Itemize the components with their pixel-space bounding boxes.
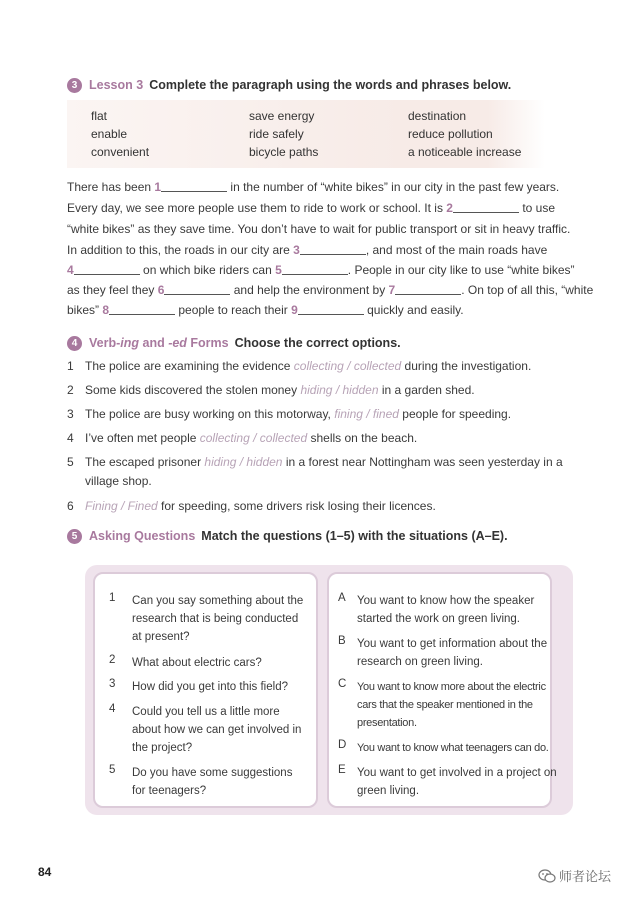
item-text: for speeding, some drivers risk losing their licences. [157, 499, 436, 513]
paragraph-text: Every day, we see more people use them to ride to work or school. It is [67, 201, 447, 215]
section-4-heading [67, 336, 401, 351]
word-bank-item: destination [408, 109, 467, 123]
section-5-instruction: Match the questions (1–5) with the situations (A–E). [201, 529, 508, 543]
question-number: 5 [109, 764, 116, 776]
paragraph-text: . People in our city like to use “white bikes” [347, 263, 575, 277]
item-number: 3 [67, 407, 74, 421]
item-text: I’ve often met people [85, 431, 200, 445]
section-4-name-part: ing [120, 336, 140, 350]
option-choice[interactable]: hiding / hidden [300, 383, 379, 397]
item-text: The police are examining the evidence [85, 359, 294, 373]
chat-bubble-icon [538, 868, 556, 887]
paragraph-line [67, 303, 464, 317]
word-bank-item: convenient [91, 145, 150, 159]
item-text: during the investigation. [401, 359, 532, 373]
choice-item [85, 407, 511, 421]
item-number: 4 [67, 431, 74, 445]
blank-number: 6 [157, 283, 165, 297]
matching-box [85, 565, 573, 815]
section-4-name-part: -ed [168, 336, 187, 350]
paragraph-line [67, 243, 547, 257]
situation-letter: D [338, 739, 347, 751]
question-number: 4 [109, 703, 116, 715]
word-bank-item: bicycle paths [249, 145, 319, 159]
item-number: 2 [67, 383, 74, 397]
paragraph-text: In addition to this, the roads in our city are [67, 243, 294, 257]
situation-letter: E [338, 764, 346, 776]
word-bank-item: flat [91, 109, 108, 123]
section-3-heading [67, 78, 511, 93]
paragraph-text: . On top of all this, “white [461, 283, 594, 297]
question-item[interactable] [132, 654, 262, 672]
word-bank-item: ride safely [249, 127, 304, 141]
option-choice[interactable]: fining / fined [334, 407, 399, 421]
word-bank-item: reduce pollution [408, 127, 493, 141]
blank-number: 3 [293, 243, 300, 257]
item-text: people for speeding. [398, 407, 512, 421]
blank-number: 1 [154, 180, 162, 194]
question-number: 1 [109, 592, 116, 604]
word-bank [67, 100, 545, 168]
blank-number: 5 [275, 263, 282, 277]
item-text: The police are busy working on this motorway, [85, 407, 335, 421]
question-line: How did you get into this field? [132, 681, 288, 693]
situation-item[interactable] [357, 678, 546, 732]
option-choice[interactable]: collecting / collected [293, 359, 402, 373]
paragraph-line [67, 222, 570, 236]
situation-letter: B [338, 635, 346, 647]
section-4-instruction: Choose the correct options. [234, 336, 401, 350]
section-4-name-part: Forms [186, 336, 229, 350]
question-line: What about electric cars? [132, 657, 262, 669]
question-item[interactable] [132, 703, 301, 757]
blank-4[interactable] [74, 264, 140, 275]
situation-item[interactable] [357, 592, 534, 628]
page-number: 84 [38, 865, 52, 879]
question-item[interactable] [132, 592, 303, 646]
question-line: Can you say something about the [132, 595, 304, 607]
situation-letter: A [338, 592, 346, 604]
situation-line: presentation. [357, 717, 417, 729]
situation-line: started the work on green living. [357, 613, 521, 625]
paragraph-text: There has been [67, 180, 155, 194]
question-line: about how we can get involved in [132, 724, 302, 736]
situation-line: You want to get information about the [357, 638, 548, 650]
paragraph-text: “white bikes” as they save time. You don’t have to wait for public transport or sit in heavy traffic. [67, 222, 571, 236]
situation-line: You want to know how the speaker [357, 595, 535, 607]
item-text: in a forest near Nottingham was seen yesterday in a [282, 455, 563, 469]
question-line: at present? [132, 631, 190, 643]
section-4-name-part: and [139, 336, 169, 350]
choice-item [85, 383, 475, 397]
option-choice[interactable]: collecting / collected [199, 431, 308, 445]
question-line: the project? [132, 742, 193, 754]
situation-item[interactable] [357, 739, 549, 757]
section-3-number: 3 [67, 78, 82, 93]
blank-number: 9 [291, 303, 298, 317]
paragraph-line [67, 180, 559, 194]
situations-panel [327, 572, 557, 808]
paragraph-line [67, 263, 575, 277]
choice-item [85, 359, 531, 373]
paragraph-line [67, 283, 593, 297]
paragraph-text: to use [518, 201, 556, 215]
paragraph-text: people to reach their [175, 303, 292, 317]
situation-letter: C [338, 678, 347, 690]
blank-3[interactable] [300, 244, 366, 255]
item-text: The escaped prisoner [85, 455, 205, 469]
section-5-number: 5 [67, 529, 82, 544]
item-number: 1 [67, 359, 74, 373]
blank-2[interactable] [453, 202, 519, 213]
item-text: in a garden shed. [378, 383, 475, 397]
word-bank-item: enable [91, 127, 128, 141]
section-4-name-part: Verb- [89, 336, 121, 350]
blank-6[interactable] [164, 284, 230, 295]
section-4-name [89, 336, 229, 350]
blank-1[interactable] [161, 181, 227, 192]
word-bank-item: a noticeable increase [408, 145, 522, 159]
paragraph-text: bikes” [67, 303, 103, 317]
question-line: research that is being conducted [132, 613, 299, 625]
word-bank-item: save energy [249, 109, 315, 123]
section-3-instruction: Complete the paragraph using the words and phrases below. [149, 78, 512, 92]
option-choice[interactable]: Fining / Fined [85, 499, 158, 513]
paragraph-text: in the number of “white bikes” in our city in the past few years. [227, 180, 560, 194]
choice-item [85, 431, 417, 445]
blank-5[interactable] [282, 264, 348, 275]
question-number: 3 [109, 678, 116, 690]
situation-line: You want to know what teenagers can do. [357, 742, 549, 754]
blank-number: 4 [67, 263, 74, 277]
blank-7[interactable] [395, 284, 461, 295]
paragraph-text: , and most of the main roads have [365, 243, 548, 257]
blank-9[interactable] [298, 304, 364, 315]
option-choice[interactable]: hiding / hidden [204, 455, 283, 469]
situation-line: You want to get involved in a project on [357, 767, 557, 779]
question-line: for teenagers? [132, 785, 207, 797]
situation-line: green living. [357, 785, 420, 797]
situation-item[interactable] [357, 635, 547, 671]
question-number: 2 [109, 654, 116, 666]
item-number: 5 [67, 455, 74, 469]
paragraph-line [67, 201, 555, 215]
blank-number: 2 [446, 201, 453, 215]
choice-item [85, 455, 563, 469]
question-item[interactable] [132, 678, 288, 696]
paragraph-text: and help the environment by [230, 283, 389, 297]
watermark [538, 866, 611, 887]
section-5-heading [67, 529, 508, 544]
paragraph-text: as they feel they [67, 283, 158, 297]
item-text-continued: village shop. [85, 474, 152, 488]
item-text: Some kids discovered the stolen money [85, 383, 301, 397]
section-5-name: Asking Questions [89, 529, 196, 543]
question-line: Do you have some suggestions [132, 767, 293, 779]
blank-number: 7 [388, 283, 396, 297]
item-number: 6 [67, 499, 74, 513]
situation-line: cars that the speaker mentioned in the [357, 699, 533, 711]
section-4-number: 4 [67, 336, 82, 351]
questions-panel [93, 572, 318, 808]
situation-line: You want to know more about the electric [357, 681, 546, 693]
choice-item [85, 499, 436, 513]
blank-8[interactable] [109, 304, 175, 315]
watermark-text: 师者论坛 [559, 869, 612, 884]
situation-line: research on green living. [357, 656, 483, 668]
paragraph-text: on which bike riders can [139, 263, 276, 277]
question-item[interactable] [132, 764, 292, 800]
situation-item[interactable] [357, 764, 557, 800]
blank-number: 8 [102, 303, 110, 317]
question-line: Could you tell us a little more [132, 706, 280, 718]
paragraph-text: quickly and easily. [363, 303, 464, 317]
item-text: shells on the beach. [307, 431, 418, 445]
section-3-name: Lesson 3 [89, 78, 144, 92]
